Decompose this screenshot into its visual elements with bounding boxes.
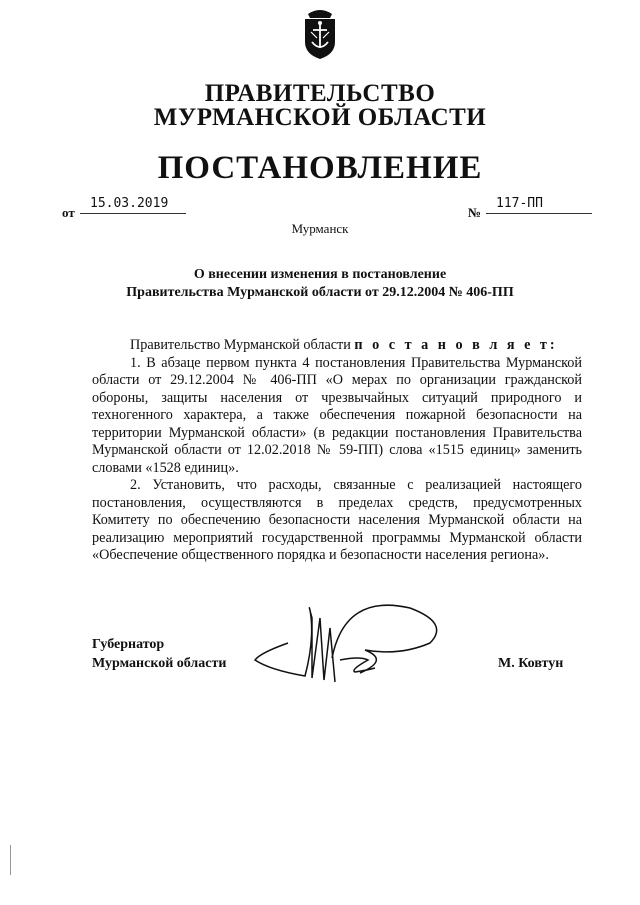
scan-margin-mark xyxy=(10,845,11,875)
number-prefix: № xyxy=(468,205,482,220)
paragraph-2: 2. Установить, что расходы, связанные с реализацией настоящего постановления, осуществляются в пределах средств, предусмотренных Комитету по обеспечению безопасности населения Мурманской области на реализацию мероприятий государственной программы Мурманской области «Обеспечение общественного порядка и безопасности населения региона». xyxy=(92,477,582,563)
handwritten-signature xyxy=(250,598,450,688)
document-date: 15.03.2019 xyxy=(80,196,186,214)
intro-text: Правительство Мурманской области xyxy=(130,337,351,353)
signer-title-line2: Мурманской области xyxy=(92,656,227,671)
signer-title-line1: Губернатор xyxy=(92,637,165,652)
signer-name: М. Ковтун xyxy=(498,656,564,671)
government-title-line1: ПРАВИТЕЛЬСТВО xyxy=(204,80,436,107)
decree-word: п о с т а н о в л я е т: xyxy=(354,337,558,353)
paragraph-1: 1. В абзаце первом пункта 4 постановления Правительства Мурманской области от 29.12.2004 № 406-ПП «О мерах по организации гражданской обороны, защиты населения от чрезвычайных ситуаций природного и техногенного характера, а также обеспечения пожарной безопасности на территории Мурманской области» (в редакции постановления Правительства Мурманской области от 12.02.2018 № 59-ПП) слова «1515 единиц» заменить словами «1528 единиц». xyxy=(92,354,582,476)
date-prefix: от xyxy=(62,205,75,220)
document-body xyxy=(92,337,582,565)
intro-paragraph xyxy=(92,337,582,355)
coat-of-arms-emblem xyxy=(300,8,340,60)
document-type-title: ПОСТАНОВЛЕНИЕ xyxy=(157,150,483,186)
subject-line2: Правительства Мурманской области от 29.12.2004 № 406-ПП xyxy=(126,285,514,300)
subject-line1: О внесении изменения в постановление xyxy=(193,267,447,282)
issue-city: Мурманск xyxy=(291,221,349,236)
government-title-line2: МУРМАНСКОЙ ОБЛАСТИ xyxy=(153,104,487,131)
document-number: 117-ПП xyxy=(486,196,592,214)
